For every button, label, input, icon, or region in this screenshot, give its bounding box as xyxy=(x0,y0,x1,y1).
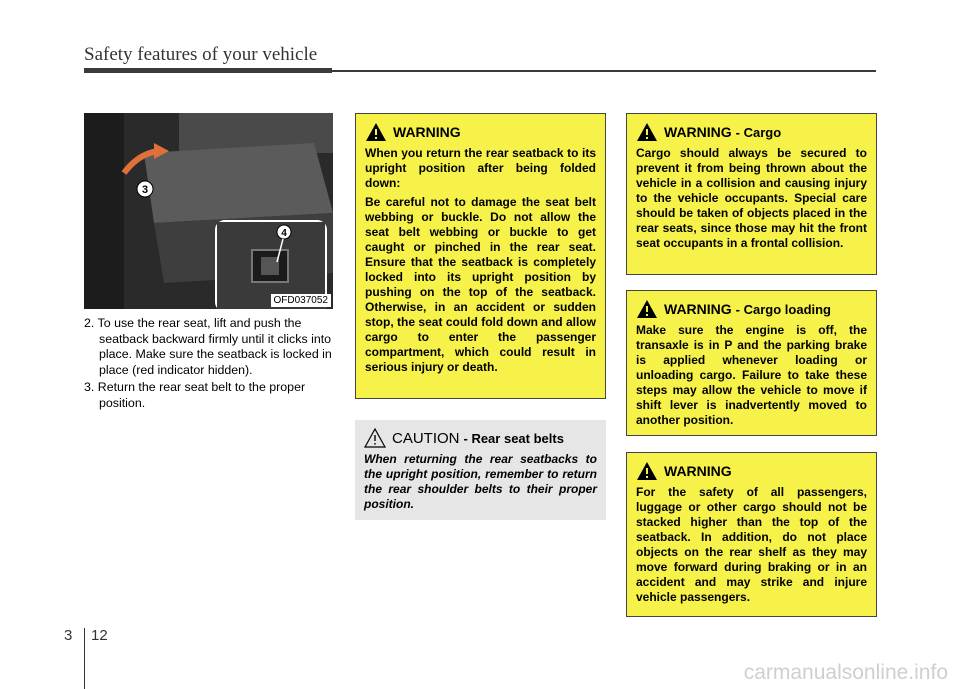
page-number: 12 xyxy=(91,627,108,644)
caution-body: When returning the rear seatbacks to the upright position, remember to return the rear shoulder belts to their proper position. xyxy=(364,452,597,511)
caution-title: CAUTION xyxy=(392,429,460,447)
list-item: 3. Return the rear seat belt to the proper position. xyxy=(84,380,306,410)
warning-body: Make sure the engine is off, the transaxle is in P and the parking brake is applied whenever loading or unloading cargo. Failure to take these steps may allow the vehicle to move if shift lever is inadvertently moved to another position. xyxy=(636,323,867,427)
callout-3: 3 xyxy=(141,184,149,196)
header-rule xyxy=(84,68,332,73)
caution-heading xyxy=(364,428,597,448)
caution-triangle-icon xyxy=(364,428,386,448)
warning-cargo-box xyxy=(626,113,877,275)
warning-paragraph: When you return the rear seatback to its upright position after being folded down: xyxy=(365,146,596,190)
warning-subtitle: - Cargo xyxy=(735,124,782,140)
warning-heading xyxy=(636,461,867,481)
warning-paragraph: Be careful not to damage the seat belt webbing or buckle. Do not allow the seat belt webbing or buckle to get caught or pinched in the rear seat. Ensure that the seatback is completely locked into its upright position by pushing on the top of the seatback. Otherwise, in an accident or sudden stop, the seat could fold down and allow cargo to enter the passenger compartment, which could result in serious injury or death. xyxy=(365,195,596,374)
footer-rule xyxy=(84,628,85,689)
warning-heading xyxy=(636,299,867,319)
warning-cargo-loading-box xyxy=(626,290,877,436)
warning-triangle-icon xyxy=(365,122,387,142)
list-item: 2. To use the rear seat, lift and push the seatback backward firmly until it clicks into place. Make sure the seatback is locked in place (red indicator hidden). xyxy=(84,316,332,377)
warning-title: WARNING xyxy=(664,463,732,479)
figure-caption: OFD037052 xyxy=(271,294,331,307)
warning-body xyxy=(365,146,596,375)
warning-triangle-icon xyxy=(636,461,658,481)
warning-body: Cargo should always be secured to prevent it from being thrown about the vehicle in a collision and causing injury to the vehicle occupants. Special care should be taken of objects placed in the rear seats, since those may hit the front seat occupants in a frontal collision. xyxy=(636,146,867,250)
caution-rear-belts-box xyxy=(355,420,606,520)
page-header-title: Safety features of your vehicle xyxy=(84,44,318,65)
callout-4: 4 xyxy=(281,228,287,239)
warning-body: For the safety of all passengers, luggage or other cargo should not be stacked higher than the top of the seatback. In addition, do not place objects on the rear shelf as they may move forward during braking or in an accident and may strike and injure vehicle passengers. xyxy=(636,485,867,604)
warning-heading xyxy=(365,122,596,142)
warning-stacking-box xyxy=(626,452,877,617)
warning-heading xyxy=(636,122,867,142)
warning-title: WARNING xyxy=(664,301,732,317)
warning-subtitle: - Cargo loading xyxy=(735,301,832,317)
warning-title: WARNING xyxy=(393,124,461,140)
warning-triangle-icon xyxy=(636,299,658,319)
header-rule-thin xyxy=(332,70,876,72)
instruction-steps xyxy=(84,316,334,413)
warning-title: WARNING xyxy=(664,124,732,140)
warning-triangle-icon xyxy=(636,122,658,142)
seat-photo xyxy=(84,113,333,309)
warning-seatback-box xyxy=(355,113,606,399)
chapter-number: 3 xyxy=(64,627,73,644)
caution-subtitle: - Rear seat belts xyxy=(463,430,564,446)
watermark: carmanualsonline.info xyxy=(743,661,948,684)
